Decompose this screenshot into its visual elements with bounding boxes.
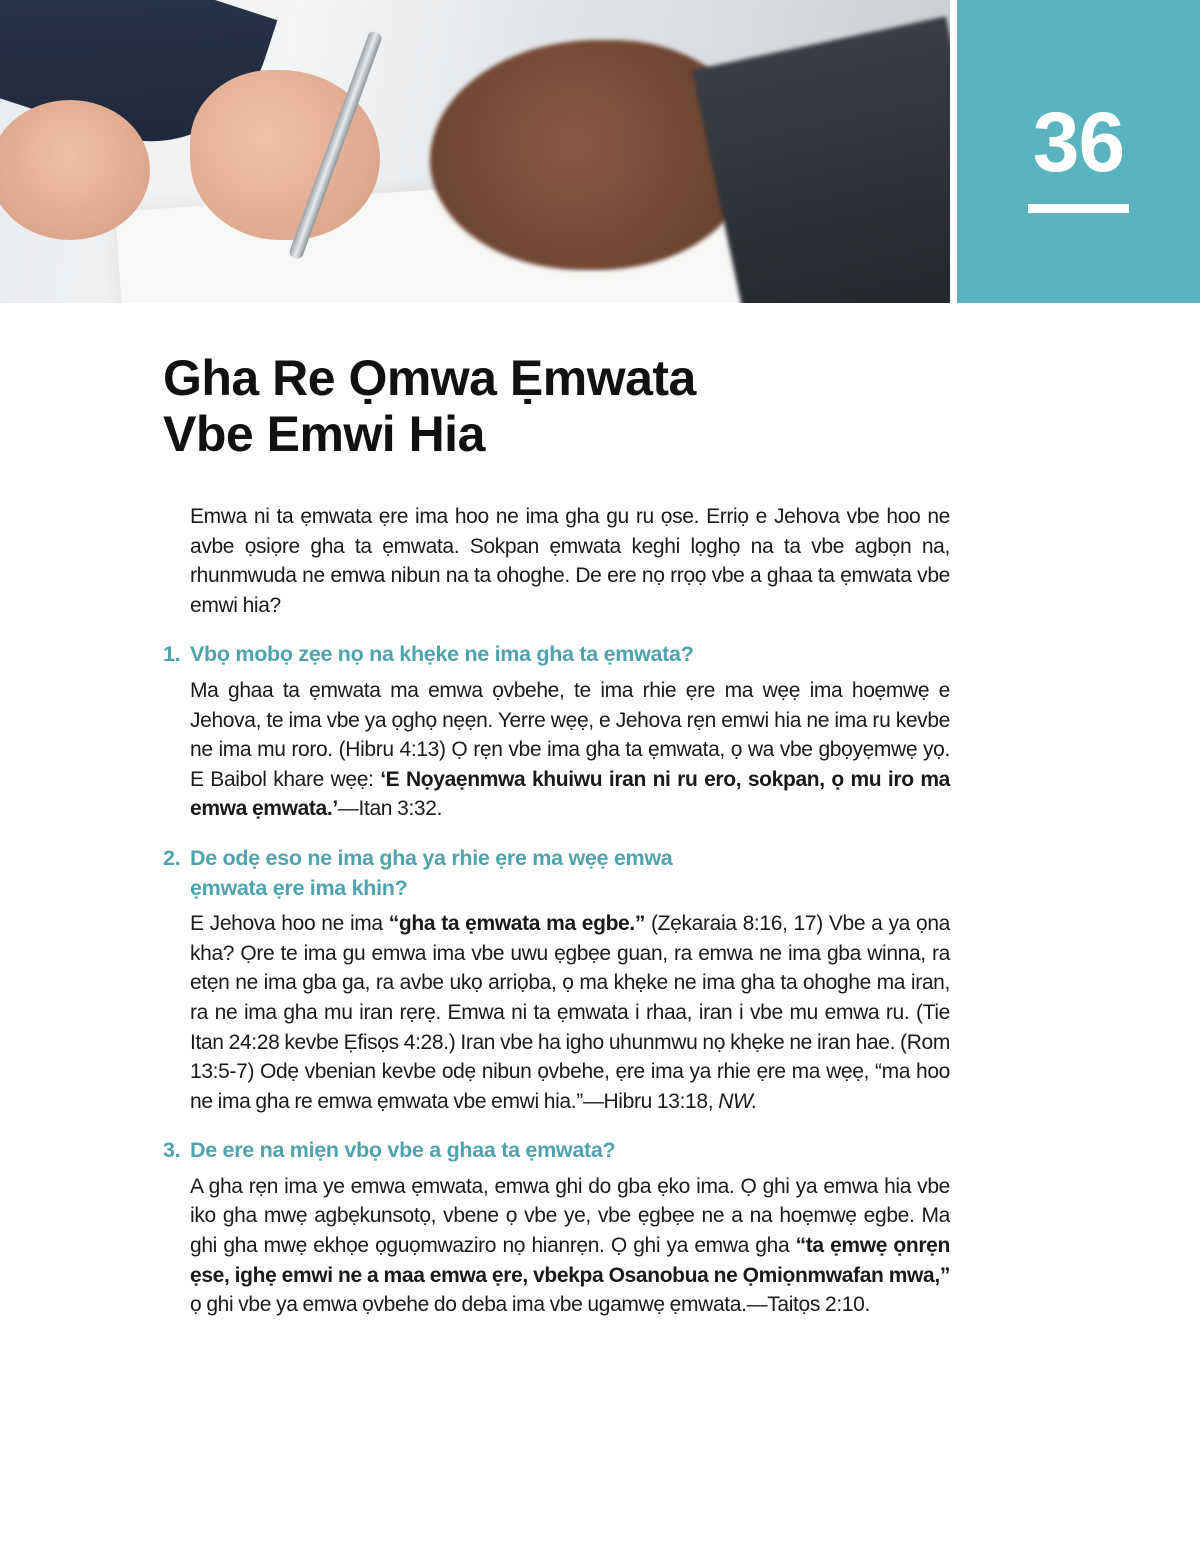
lesson-number-underline — [1028, 204, 1129, 213]
section-paragraph — [190, 909, 950, 1116]
section-heading-text: Vbọ mobọ zẹe nọ na khẹke ne ima gha ta ẹmwata? — [190, 642, 694, 667]
title-line-1: Gha Re Ọmwa Ẹmwata — [163, 350, 696, 406]
section-number: 2. — [163, 845, 181, 870]
text: Ma ghaa ta ẹmwata ma emwa ọvbehe, te ima rhie ẹre ma wẹẹ ima hoẹmwẹ e Jehova, te ima vbe ya ọghọ nẹẹn. Yerre wẹẹ, e Jehova rẹn emwi hia ne ima ru kevbe ne ima mu roro. (Hibru 4:13) Ọ rẹn vbe ima gha ta ẹmwata, ọ wa vbe gbọyẹmwẹ yọ. E Baibol khare wẹẹ: — [190, 678, 950, 791]
lesson-number: 36 — [1032, 95, 1125, 189]
scripture-reference: —Itan 3:32. — [337, 797, 443, 821]
scripture-quote: “gha ta ẹmwata ma egbe.” — [388, 912, 646, 936]
text: ọ ghi vbe ya emwa ọvbehe do deba ima vbe ugamwẹ ẹmwata.—Taitọs 2:10. — [190, 1293, 870, 1317]
lesson-number-badge — [957, 0, 1200, 303]
section-heading-text: De odẹ eso ne ima gha ya rhie ẹre ma wẹẹ emwa ẹmwata ẹre ima khin? — [190, 845, 673, 900]
section-paragraph — [190, 1172, 950, 1320]
header-photo-handshake-signing — [0, 0, 950, 303]
text: (Zẹkaraia 8:16, 17) Vbe a ya ọna kha? Ọre te ima gu emwa ima vbe uwu ẹgbẹe guan, ra emwa ne ima gba winna, ra etẹn ne ima gba ga, ra avbe ukọ arriọba, ọ ma khẹke ne ima gha ta ohoghe ma iran, ra ne ima gha mu iran rẹrẹ. Emwa ni ta ẹmwata i rhaa, iran i vbe mu emwa ru. (Tie Itan 24:28 kevbe Ẹfisọs 4:28.) Iran vbe ha igho uhunmwu nọ khẹke ne iran hae. (Rom 13:5-7) Odẹ vbenian kevbe odẹ nibun ọvbehe, ẹre ima ya rhie ẹre ma wẹẹ, “ma hoo ne ima gha re emwa ẹmwata vbe emwi hia.”—Hibru 13:18, — [190, 912, 950, 1113]
lesson-content — [163, 502, 950, 1320]
section-2 — [163, 844, 950, 1116]
section-heading-text: De ere na miẹn vbọ vbe a ghaa ta ẹmwata? — [190, 1138, 616, 1163]
section-number: 1. — [163, 642, 181, 667]
section-3 — [163, 1136, 950, 1320]
text: E Jehova hoo ne ima — [190, 912, 389, 936]
translation-abbrev: NW. — [718, 1089, 758, 1113]
page-title — [163, 350, 696, 462]
intro-paragraph: Emwa ni ta ẹmwata ẹre ima hoo ne ima gha gu ru ọse. Erriọ e Jehova vbe hoo ne avbe ọsiọre gha ta ẹmwata. Sokpan ẹmwata keghi lọghọ na ta vbe agbọn na, rhunmwuda ne emwa nibun na ta ohoghe. De ere nọ rrọọ vbe a ghaa ta ẹmwata vbe emwi hia? — [190, 505, 950, 617]
section-heading — [163, 1136, 950, 1166]
text: A gha rẹn ima ye emwa ẹmwata, emwa ghi do gba ẹko ima. Ọ ghi ya emwa hia vbe iko gha mwẹ agbẹkunsotọ, vbene ọ vbe ye, vbe ẹgbẹe ne a na hoẹmwẹ egbe. Ma ghi gha mwẹ ekhọe ọguọmwaziro nọ hianrẹn. Ọ ghi ya emwa gha — [190, 1174, 950, 1258]
section-paragraph — [190, 676, 950, 824]
section-heading — [163, 844, 950, 903]
scripture-quote: “ta ẹmwẹ ọnrẹn ẹse, ighẹ emwi ne a maa emwa ẹre, vbekpa Osanobua ne Ọmiọnmwafan mwa,” — [190, 1234, 950, 1287]
section-number: 3. — [163, 1138, 181, 1163]
scripture-quote: ‘E Nọyaẹnmwa khuiwu iran ni ru ero, sokpan, ọ mu iro ma emwa ẹmwata.’ — [190, 767, 950, 821]
section-1 — [163, 640, 950, 824]
section-heading — [163, 640, 950, 670]
title-line-2: Vbe Emwi Hia — [163, 406, 485, 462]
